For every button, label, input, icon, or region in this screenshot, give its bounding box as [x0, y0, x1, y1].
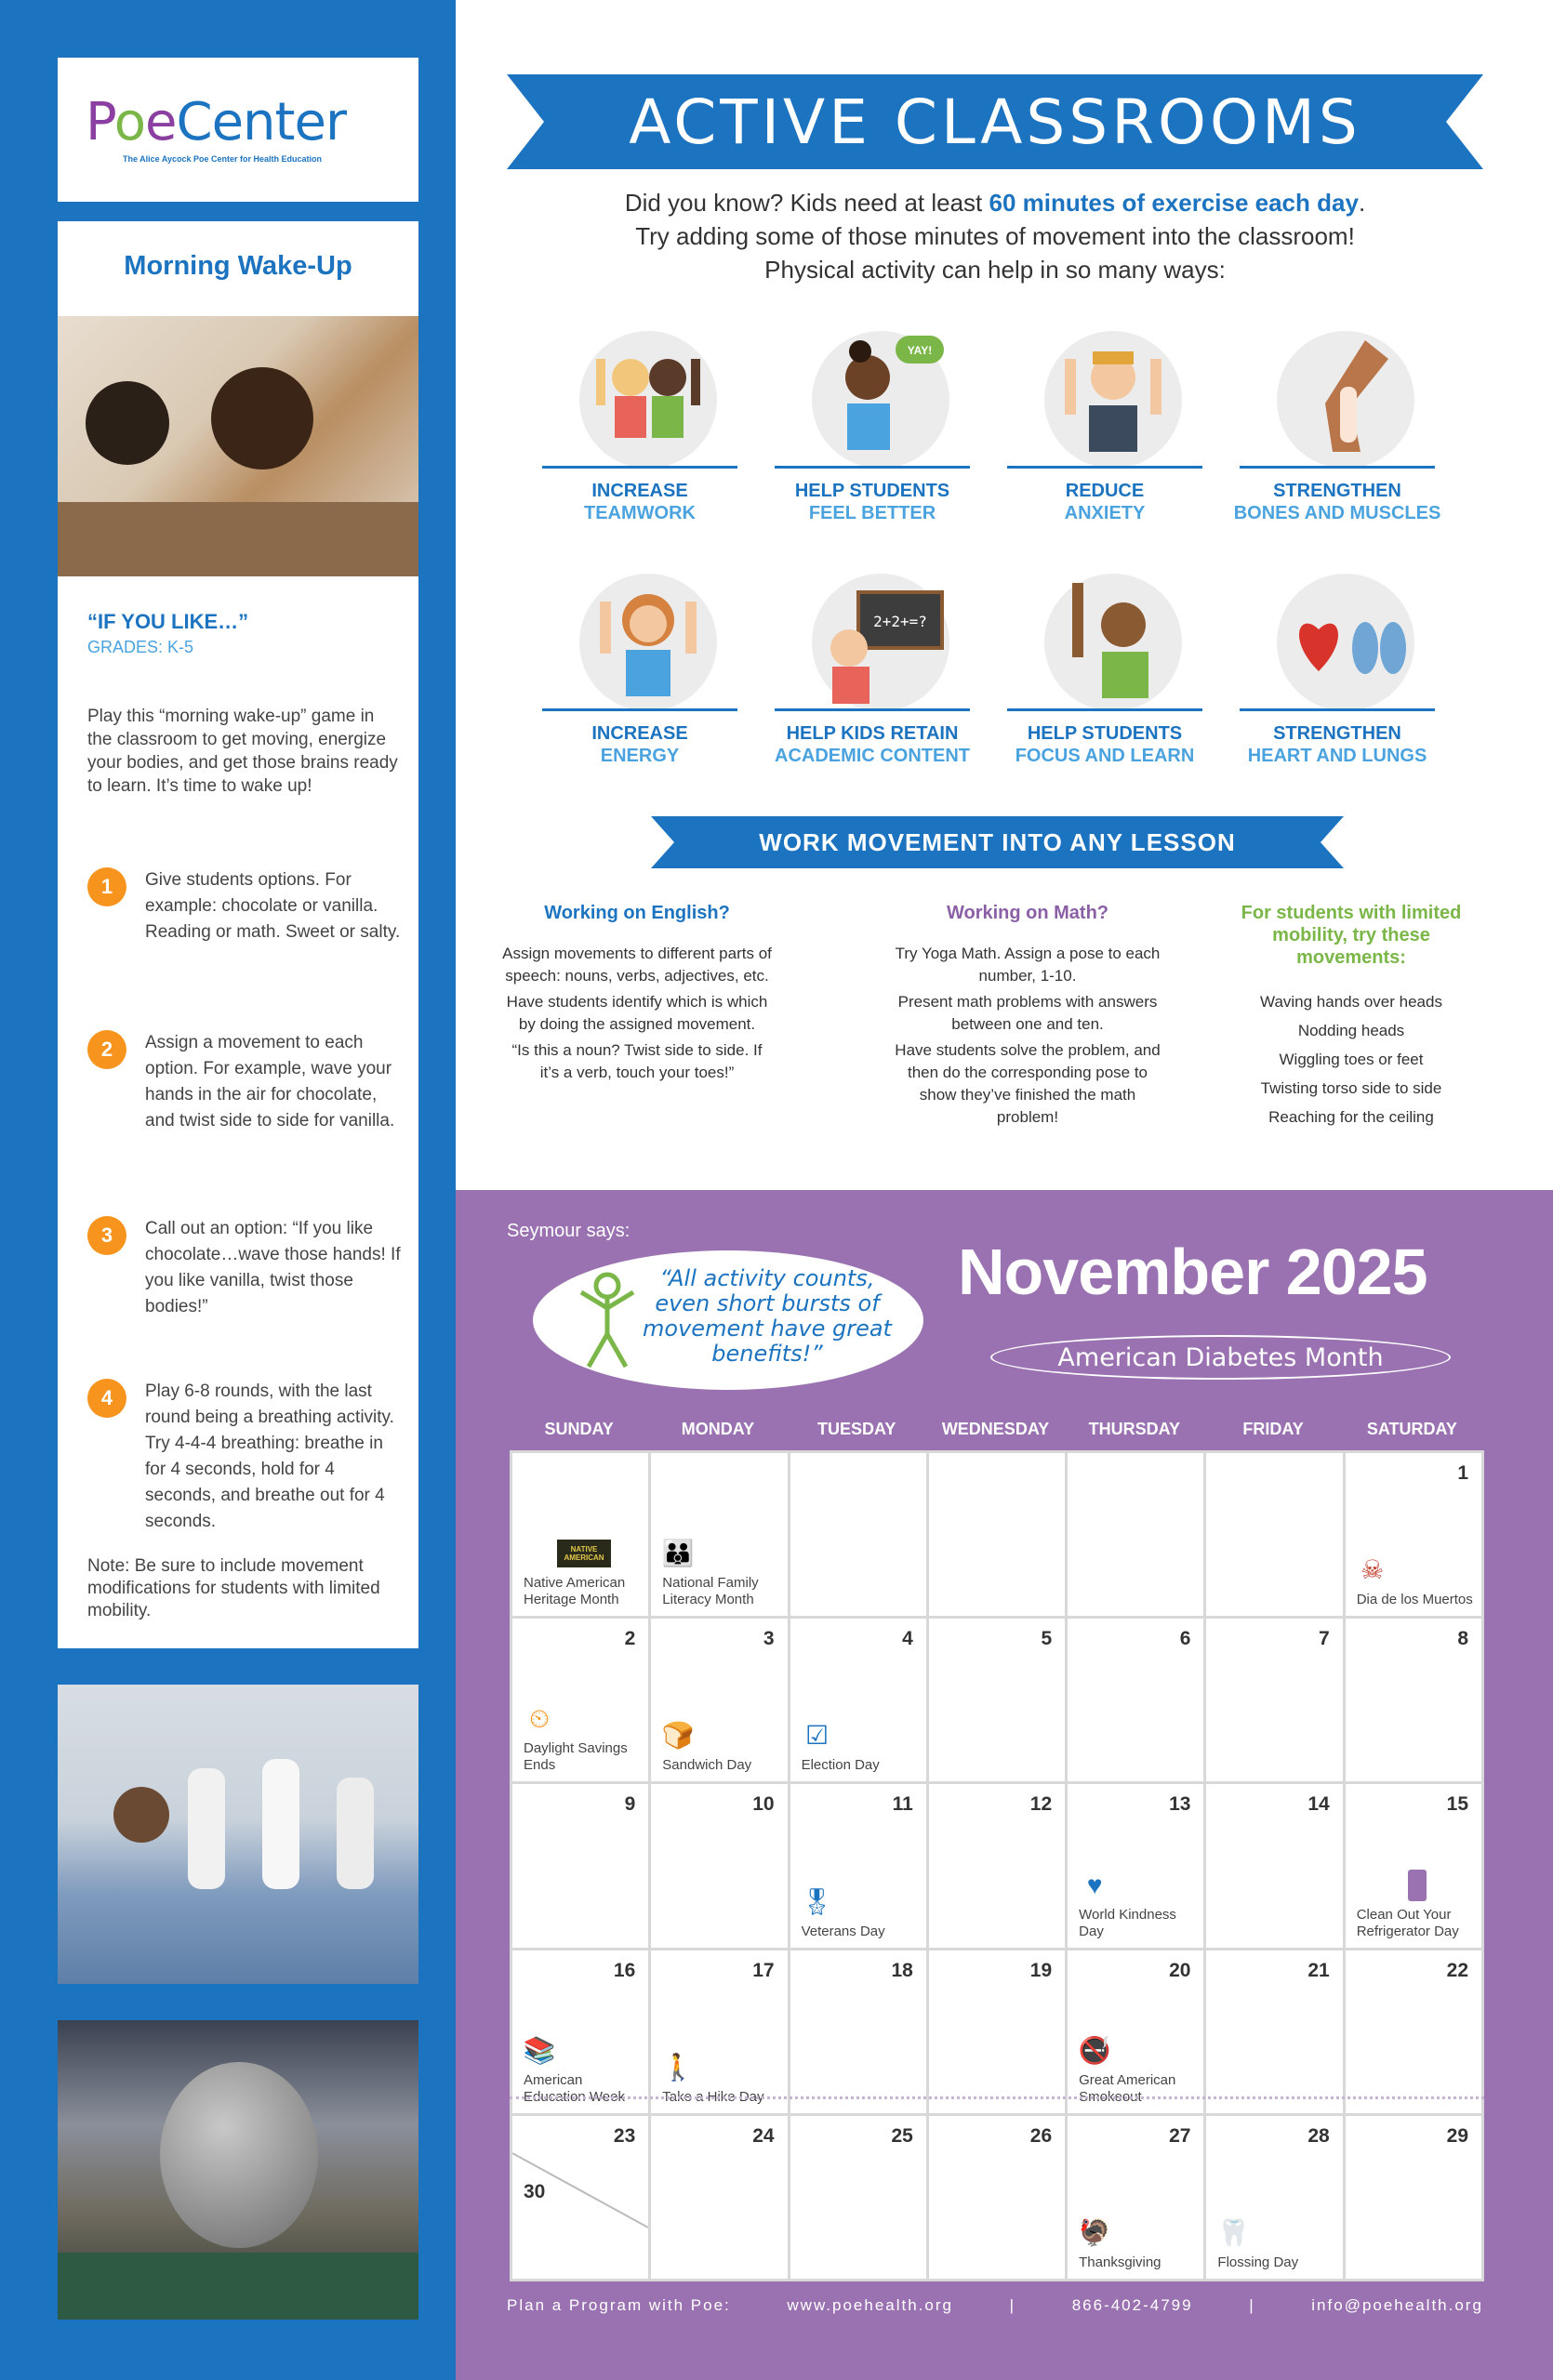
mobility-item: Reaching for the ceiling [1268, 1108, 1434, 1126]
weekday-label: MONDAY [681, 1420, 755, 1438]
event-label: Flossing Day [1217, 2254, 1299, 2270]
benefit-divider [775, 466, 970, 469]
intro-line-2: Try adding some of those minutes of movement into the classroom! [635, 222, 1355, 250]
day-number: 19 [1029, 1959, 1053, 1981]
knee-bone-icon [1277, 331, 1414, 469]
day-number: 21 [1307, 1959, 1330, 1981]
day-number: 6 [1179, 1628, 1191, 1650]
benefit-divider [1007, 708, 1202, 711]
logo-letter-p: P [86, 91, 114, 152]
calendar-day-cell [1206, 1453, 1342, 1616]
morning-wake-up-card [58, 221, 418, 1648]
calendar-day-cell [512, 1453, 648, 1616]
calendar-event [524, 2035, 644, 2106]
english-para: Assign movements to different parts of speech: nouns, verbs, adjectives, etc. [502, 945, 772, 985]
logo-letter-e: e [145, 91, 177, 152]
calendar-day-cell [651, 1950, 787, 2113]
day-number: 20 [1169, 1959, 1191, 1981]
calendar-day-cell [651, 1784, 787, 1947]
if-you-like-heading: “IF YOU LIKE…” [87, 610, 249, 633]
calendar-event [1217, 2217, 1338, 2271]
calendar-event [1079, 1870, 1200, 1940]
logo-tagline: The Alice Aycock Poe Center for Health Education [123, 153, 323, 164]
calendar-day-cell [1346, 1784, 1481, 1947]
benefit-label-b: ANXIETY [1064, 503, 1146, 523]
event-label: Native American Heritage Month [524, 1575, 626, 1608]
benefit-label [765, 480, 979, 524]
step-3 [87, 1216, 408, 1320]
step-number-badge: 1 [87, 867, 126, 906]
day-number: 26 [1029, 2124, 1053, 2147]
logo-card [58, 58, 418, 202]
no-smoking-icon: 🚭 [1078, 2035, 1111, 2065]
intro-highlight: 60 minutes of exercise each day [989, 189, 1359, 217]
footer-phone[interactable]: 866-402-4799 [1071, 2296, 1193, 2314]
calendar-day-cell [790, 1784, 926, 1947]
event-label: Veterans Day [801, 1923, 885, 1939]
day-number: 4 [902, 1628, 913, 1650]
math-para: Present math problems with answers between one and ten. [897, 993, 1158, 1033]
english-heading: Working on English? [544, 903, 730, 923]
logo-letter-o: o [113, 91, 146, 152]
english-column [502, 902, 772, 1088]
day-number: 3 [763, 1628, 775, 1650]
benefit-label [765, 722, 979, 767]
mobility-item: Waving hands over heads [1260, 993, 1442, 1011]
photo-sculpture [160, 2062, 318, 2248]
calendar-day-cell [651, 2116, 787, 2279]
sidebar-title: Morning Wake-Up [124, 251, 352, 281]
mobility-item: Twisting torso side to side [1260, 1079, 1442, 1097]
benefit-label-b: ACADEMIC CONTENT [775, 746, 970, 766]
event-label: Thanksgiving [1079, 2254, 1161, 2270]
day-number: 30 [524, 2180, 546, 2202]
photo-child-girl [211, 367, 313, 469]
calendar-event [662, 1538, 783, 1608]
benefit-label [533, 480, 747, 524]
footer [507, 2296, 1483, 2315]
day-number: 24 [752, 2124, 775, 2147]
benefit-label-a: INCREASE [591, 723, 688, 744]
calendar-day-cell [929, 1950, 1065, 2113]
native-american-badge-text: NATIVE AMERICAN [557, 1540, 611, 1567]
day-number: 15 [1446, 1793, 1468, 1816]
medal-icon: 🎖 [800, 1886, 834, 1916]
page-title: ACTIVE CLASSROOMS [629, 86, 1361, 158]
game-intro: Play this “morning wake-up” game in the classroom to get moving, energize your bodies, and get those brains ready to learn. It’s time to wake up! [87, 707, 398, 796]
benefit-label [1230, 480, 1444, 524]
weekday-header [510, 1420, 1481, 1439]
mobility-column [1216, 902, 1486, 1131]
title-banner [507, 74, 1483, 169]
english-para: “Is this a noun? Twist side to side. If it’s a verb, touch your toes!” [511, 1041, 763, 1081]
benefit-label [998, 722, 1212, 767]
calendar-day-cell [1068, 1619, 1203, 1781]
day-number: 11 [892, 1793, 913, 1816]
calendar-day-cell [651, 1453, 787, 1616]
calendar-day-cell [1206, 2116, 1342, 2279]
day-number: 12 [1029, 1793, 1053, 1816]
calendar-day-cell [1068, 2116, 1203, 2279]
mobility-item: Nodding heads [1297, 1022, 1405, 1039]
math-column [893, 902, 1162, 1132]
day-number: 17 [752, 1959, 775, 1981]
benefit-divider [542, 708, 737, 711]
poe-center-logo [86, 91, 418, 152]
benefit-label-b: HEART AND LUNGS [1247, 746, 1427, 766]
photo-students [58, 2253, 418, 2320]
ballot-check-icon: ☑ [805, 1721, 830, 1751]
day-number: 5 [1041, 1628, 1053, 1650]
day-number: 14 [1307, 1793, 1330, 1816]
photo-child [337, 1778, 374, 1889]
intro-text [507, 186, 1483, 286]
day-number: 22 [1446, 1959, 1468, 1981]
calendar-day-cell [1206, 1784, 1342, 1947]
event-label: National Family Literacy Month [662, 1575, 759, 1608]
native-american-badge [524, 1538, 644, 1569]
footer-separator: | [1009, 2296, 1016, 2314]
day-number: 13 [1169, 1793, 1191, 1816]
benefit-label-a: STRENGTHEN [1273, 723, 1401, 744]
photo-teacher [113, 1787, 169, 1843]
intro-line-1-pre: Did you know? Kids need at least [624, 189, 989, 217]
day-number: 25 [891, 2124, 913, 2147]
benefit-divider [775, 708, 970, 711]
step-number-badge: 4 [87, 1379, 126, 1418]
event-label: Election Day [801, 1757, 880, 1774]
benefit-label-a: HELP KIDS RETAIN [786, 723, 959, 744]
day-number: 8 [1457, 1628, 1468, 1650]
footer-separator: | [1249, 2296, 1255, 2314]
heart-icon: ♥ [1086, 1870, 1103, 1899]
calendar-event [802, 1720, 923, 1774]
benefit-label [1230, 722, 1444, 767]
footer-email-link[interactable]: info@poehealth.org [1311, 2296, 1483, 2314]
benefit-divider [1240, 708, 1435, 711]
calendar-day-cell [1346, 2116, 1481, 2279]
step-1 [87, 867, 408, 945]
benefit-label-a: STRENGTHEN [1273, 481, 1401, 501]
calendar-day-cell [512, 1784, 648, 1947]
skull-icon: ☠ [1361, 1555, 1385, 1585]
tooth-icon: 🦷 [1216, 2217, 1250, 2247]
calendar-day-cell [512, 1950, 648, 2113]
calendar-event [524, 1538, 644, 1608]
heart-lungs-icon [1277, 574, 1414, 711]
photo-desk [58, 502, 418, 576]
day-number: 2 [624, 1628, 636, 1650]
books-icon: 📚 [523, 2035, 556, 2065]
chalkboard-text: 2+2+=? [873, 613, 927, 630]
intro-line-1-post: . [1358, 189, 1366, 217]
calendar-day-cell [790, 1619, 926, 1781]
benefit-label-b: ENERGY [600, 746, 680, 766]
benefit-label-a: REDUCE [1065, 481, 1145, 501]
calendar-day-cell [929, 1453, 1065, 1616]
photo-child [262, 1759, 299, 1889]
calendar-day-cell [1346, 1453, 1481, 1616]
calendar-event [1357, 1870, 1478, 1940]
step-text: Call out an option: “If you like chocolate…wave those hands! If you like vanilla, twist those bodies!” [145, 1219, 401, 1316]
event-label: American Education Week [524, 2071, 625, 2105]
day-number: 18 [891, 1959, 913, 1981]
benefit-divider [1007, 466, 1202, 469]
day-number: 9 [624, 1793, 636, 1816]
benefit-label-b: TEAMWORK [584, 503, 696, 523]
lesson-ribbon-title: WORK MOVEMENT INTO ANY LESSON [759, 827, 1236, 856]
benefit-label [533, 722, 747, 767]
day-number: 29 [1446, 2124, 1468, 2147]
benefit-label-a: HELP STUDENTS [1027, 723, 1183, 744]
hiker-icon: 🚶 [661, 2052, 695, 2082]
calendar-event [524, 1703, 644, 1774]
day-number: 10 [752, 1793, 775, 1816]
calendar-event [1079, 2217, 1200, 2271]
calendar-day-cell [1346, 1619, 1481, 1781]
calendar-day-cell [929, 1619, 1065, 1781]
weekday-label: FRIDAY [1242, 1420, 1304, 1438]
mobility-heading: For students with limited mobility, try these movements: [1241, 903, 1462, 968]
benefit-divider [1240, 466, 1435, 469]
family-icon: 👪 [661, 1539, 695, 1568]
day-number: 16 [613, 1959, 636, 1981]
intro-line-3: Physical activity can help in so many ways: [764, 256, 1226, 284]
event-label: Dia de los Muertos [1356, 1592, 1473, 1608]
event-label: Take a Hike Day [662, 2088, 764, 2105]
day-number: 7 [1319, 1628, 1330, 1650]
calendar-day-cell [1206, 1950, 1342, 2113]
math-para: Have students solve the problem, and then do the corresponding pose to show they’ve finished the math problem! [895, 1041, 1161, 1126]
calendar-day-cell [651, 1619, 787, 1781]
weekday-label: SUNDAY [544, 1420, 614, 1438]
boy-arms-up-icon [1044, 331, 1182, 469]
weekday-label: TUESDAY [817, 1420, 896, 1438]
benefit-label-b: FEEL BETTER [808, 503, 936, 523]
step-number-badge: 2 [87, 1030, 126, 1069]
calendar-event [1079, 2035, 1200, 2106]
yay-speech-text: YAY! [907, 344, 933, 357]
chalkboard-boy-icon [812, 574, 949, 711]
grades-label: GRADES: K-5 [87, 638, 194, 656]
calendar-grid [510, 1450, 1484, 2281]
step-number-badge: 3 [87, 1216, 126, 1255]
footer-plan: Plan a Program with Poe: [507, 2296, 731, 2314]
step-4 [87, 1379, 408, 1535]
boy-raising-hand-icon [1044, 574, 1182, 711]
calendar-day-cell [1068, 1950, 1203, 2113]
footer-website-link[interactable]: www.poehealth.org [787, 2296, 953, 2314]
step-text: Give students options. For example: chocolate or vanilla. Reading or math. Sweet or salty. [145, 870, 401, 942]
benefit-label-a: INCREASE [591, 481, 688, 501]
sidebar [0, 0, 456, 2380]
classroom-kids-photo [58, 316, 418, 576]
day-number: 23 [613, 2124, 636, 2147]
day-number: 1 [1457, 1462, 1468, 1484]
calendar-day-cell [1346, 1950, 1481, 2113]
day-number: 27 [1169, 2124, 1191, 2147]
step-text: Assign a movement to each option. For example, wave your hands in the air for chocolate, and twist side to side for vanilla. [145, 1033, 395, 1130]
mobility-note: Note: Be sure to include movement modifications for students with limited mobility. [87, 1556, 380, 1620]
calendar-day-cell [1206, 1619, 1342, 1781]
weekday-label: THURSDAY [1088, 1420, 1180, 1438]
calendar-day-cell [790, 1453, 926, 1616]
girl-yay-icon [812, 331, 949, 469]
calendar-day-cell [929, 2116, 1065, 2279]
event-label: Sandwich Day [662, 1757, 752, 1774]
photo-child [188, 1768, 225, 1889]
lesson-ribbon [651, 816, 1344, 868]
turkey-icon: 🦃 [1078, 2217, 1111, 2247]
photo-child-boy [86, 381, 169, 465]
logo-word-center: Center [176, 91, 346, 152]
calendar-event [802, 1886, 923, 1940]
calendar-event [662, 1720, 783, 1774]
calendar-day-cell [790, 1950, 926, 2113]
fridge-icon [1357, 1870, 1478, 1901]
kids-exercising-photo [58, 1685, 418, 1984]
poe-center-class-photo [58, 2020, 418, 2320]
calendar-day-cell [1068, 1784, 1203, 1947]
calendar-day-cell [929, 1784, 1065, 1947]
benefit-label-b: BONES AND MUSCLES [1233, 503, 1441, 523]
intro-line-1 [507, 186, 1483, 219]
seymour-quote: “All activity counts, even short bursts of movement have great benefits!” [643, 1265, 892, 1367]
calendar-day-cell [512, 1619, 648, 1781]
math-heading: Working on Math? [946, 903, 1109, 923]
calendar-event [1357, 1554, 1478, 1608]
benefit-label-a: HELP STUDENTS [794, 481, 950, 501]
month-subtitle: American Diabetes Month [990, 1335, 1451, 1380]
calendar-day-cell [1068, 1453, 1203, 1616]
math-para: Try Yoga Math. Assign a pose to each number, 1-10. [895, 945, 1161, 985]
bread-icon: 🍞 [661, 1721, 695, 1751]
benefit-label [998, 480, 1212, 524]
education-week-dotted-line [510, 2096, 1484, 2099]
english-para: Have students identify which is which by doing the assigned movement. [506, 993, 768, 1033]
event-label: Daylight Savings Ends [524, 1740, 628, 1774]
seymour-says-label: Seymour says: [507, 1221, 630, 1241]
month-title: November 2025 [958, 1236, 1427, 1308]
step-2 [87, 1030, 408, 1134]
weekday-label: SATURDAY [1366, 1420, 1457, 1438]
mobility-item: Wiggling toes or feet [1279, 1051, 1424, 1068]
day-number: 28 [1307, 2124, 1330, 2147]
calendar-day-cell [790, 2116, 926, 2279]
kids-cheering-icon [579, 331, 717, 469]
event-label: World Kindness Day [1079, 1906, 1176, 1939]
benefit-label-b: FOCUS AND LEARN [1015, 746, 1195, 766]
girl-flexing-icon [579, 574, 717, 711]
weekday-label: WEDNESDAY [941, 1420, 1050, 1438]
event-label: Great American Smokeout [1079, 2071, 1176, 2105]
calendar-day-cell [512, 2116, 648, 2279]
step-text: Play 6-8 rounds, with the last round being a breathing activity. Try 4-4-4 breathing: breathe in for 4 seconds, hold for 4 seconds, and breathe out for 4 seconds. [145, 1382, 394, 1531]
benefit-divider [542, 466, 737, 469]
clock-icon: ⏲ [529, 1704, 550, 1734]
event-label: Clean Out Your Refrigerator Day [1356, 1906, 1459, 1939]
